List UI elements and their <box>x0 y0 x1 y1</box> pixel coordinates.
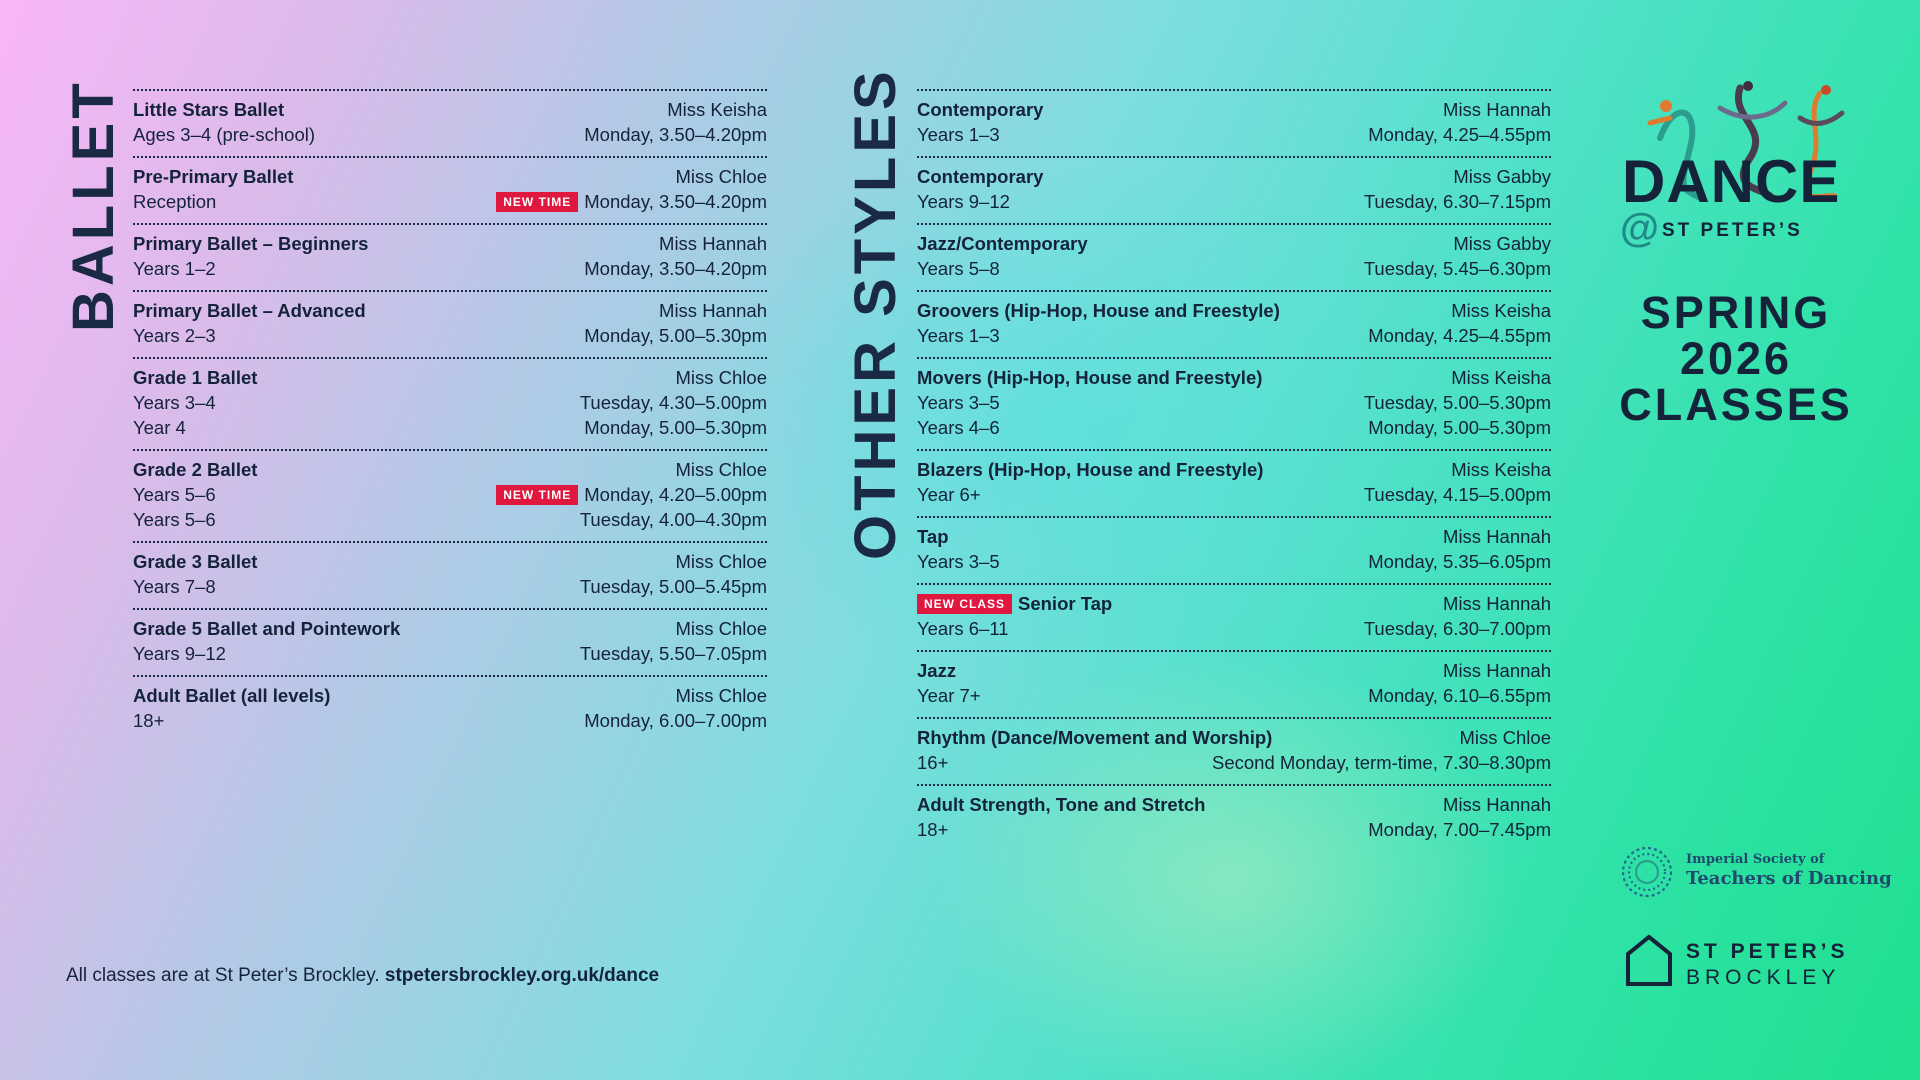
class-entry <box>917 290 1551 357</box>
session-time: Tuesday, 4.30–5.00pm <box>579 392 767 413</box>
session-time: Monday, 7.00–7.45pm <box>1368 819 1551 840</box>
session-time: Monday, 4.25–4.55pm <box>1368 325 1551 346</box>
class-name <box>133 616 400 641</box>
session-group: Years 5–6 <box>133 509 216 530</box>
class-header-row <box>133 298 767 323</box>
class-entry <box>917 717 1551 784</box>
class-name-text: Contemporary <box>917 166 1044 187</box>
session-time: Tuesday, 5.50–7.05pm <box>579 643 767 664</box>
class-entry <box>133 449 767 541</box>
class-header-row <box>917 792 1551 817</box>
class-teacher: Miss Keisha <box>667 99 767 120</box>
session-time: Tuesday, 4.15–5.00pm <box>1363 484 1551 505</box>
session-group: Years 3–5 <box>917 551 1000 572</box>
class-entry <box>917 516 1551 583</box>
class-header-row <box>133 231 767 256</box>
session-when <box>1368 549 1551 574</box>
session-when <box>580 507 767 532</box>
footer-text: All classes are at St Peter’s Brockley. <box>66 965 380 986</box>
class-teacher: Miss Hannah <box>1443 794 1551 815</box>
session-row <box>917 616 1551 641</box>
session-row <box>917 549 1551 574</box>
class-entry <box>133 223 767 290</box>
class-header-row <box>133 457 767 482</box>
class-entry <box>133 156 767 223</box>
session-row <box>917 482 1551 507</box>
class-name <box>917 97 1043 122</box>
session-row <box>917 390 1551 415</box>
session-when <box>1364 390 1551 415</box>
session-time: Monday, 3.50–4.20pm <box>584 124 767 145</box>
session-row <box>133 641 767 666</box>
session-when <box>1368 122 1551 147</box>
class-name <box>917 591 1112 616</box>
class-header-row <box>917 365 1551 390</box>
stp-line-2: BROCKLEY <box>1686 966 1841 989</box>
class-name <box>917 524 949 549</box>
st-peters-brockley-wordmark <box>1686 940 1849 990</box>
class-header-row <box>917 524 1551 549</box>
session-group: Years 9–12 <box>133 643 226 664</box>
session-group: Years 1–3 <box>917 124 1000 145</box>
class-entry <box>917 784 1551 851</box>
session-row <box>133 415 767 440</box>
class-name-text: Primary Ballet – Advanced <box>133 300 366 321</box>
class-name-text: Senior Tap <box>1018 593 1113 614</box>
new-class-badge: NEW CLASS <box>917 594 1012 614</box>
class-entry <box>917 357 1551 449</box>
class-header-row <box>917 298 1551 323</box>
other-styles-class-list <box>917 89 1551 851</box>
footer-link[interactable]: stpetersbrockley.org.uk/dance <box>384 965 660 986</box>
session-group: Years 4–6 <box>917 417 1000 438</box>
session-group: 16+ <box>917 752 949 773</box>
new-time-badge: NEW TIME <box>496 485 578 505</box>
session-group: 18+ <box>917 819 949 840</box>
session-when <box>496 482 767 507</box>
session-time: Monday, 6.10–6.55pm <box>1368 685 1551 706</box>
class-header-row <box>133 365 767 390</box>
session-when <box>1212 750 1551 775</box>
class-entry <box>133 89 767 156</box>
session-when <box>1364 189 1551 214</box>
class-name <box>133 365 257 390</box>
class-name-text: Little Stars Ballet <box>133 99 285 120</box>
class-teacher: Miss Chloe <box>675 551 767 572</box>
class-teacher: Miss Chloe <box>675 685 767 706</box>
session-row <box>133 323 767 348</box>
season-heading <box>1600 287 1872 430</box>
class-name-text: Grade 5 Ballet and Pointework <box>133 618 401 639</box>
session-group: Reception <box>133 191 217 212</box>
class-name <box>917 792 1205 817</box>
class-header-row <box>133 164 767 189</box>
logo-wordmark: DANCE <box>1622 148 1841 215</box>
class-entry <box>917 650 1551 717</box>
session-row <box>133 482 767 507</box>
class-header-row <box>917 658 1551 683</box>
class-teacher: Miss Hannah <box>1443 660 1551 681</box>
class-teacher: Miss Chloe <box>675 618 767 639</box>
season-line-3: CLASSES <box>1619 379 1853 430</box>
session-row <box>133 390 767 415</box>
class-header-row <box>917 725 1551 750</box>
session-when <box>580 641 767 666</box>
class-teacher: Miss Gabby <box>1453 233 1551 254</box>
session-time: Monday, 3.50–4.20pm <box>584 258 767 279</box>
class-name-text: Rhythm (Dance/Movement and Worship) <box>917 727 1273 748</box>
house-icon <box>1624 934 1674 986</box>
new-time-badge: NEW TIME <box>496 192 578 212</box>
class-header-row <box>917 164 1551 189</box>
class-name-text: Adult Strength, Tone and Stretch <box>917 794 1206 815</box>
session-when <box>580 390 767 415</box>
session-group: Years 2–3 <box>133 325 216 346</box>
session-time: Tuesday, 4.00–4.30pm <box>579 509 767 530</box>
class-entry <box>917 223 1551 290</box>
class-entry <box>917 583 1551 650</box>
class-name-text: Primary Ballet – Beginners <box>133 233 369 254</box>
session-group: Years 1–3 <box>917 325 1000 346</box>
class-entry <box>133 357 767 449</box>
class-name-text: Grade 3 Ballet <box>133 551 258 572</box>
session-group: Years 5–8 <box>917 258 1000 279</box>
session-group: Years 9–12 <box>917 191 1010 212</box>
stp-line-1: ST PETER’S <box>1686 940 1849 963</box>
class-header-row <box>917 591 1551 616</box>
class-name <box>133 164 293 189</box>
class-teacher: Miss Keisha <box>1451 367 1551 388</box>
class-teacher: Miss Gabby <box>1453 166 1551 187</box>
class-teacher: Miss Hannah <box>1443 593 1551 614</box>
class-header-row <box>133 683 767 708</box>
session-when <box>1368 817 1551 842</box>
class-name-text: Jazz <box>917 660 957 681</box>
class-teacher: Miss Chloe <box>1459 727 1551 748</box>
class-name <box>917 457 1263 482</box>
session-row <box>133 122 767 147</box>
other-styles-section-title: OTHER STYLES <box>843 67 908 560</box>
session-time: Tuesday, 5.45–6.30pm <box>1363 258 1551 279</box>
session-group: Years 1–2 <box>133 258 216 279</box>
class-teacher: Miss Keisha <box>1451 300 1551 321</box>
session-time: Monday, 6.00–7.00pm <box>584 710 767 731</box>
session-time: Monday, 3.50–4.20pm <box>584 191 767 212</box>
session-time: Tuesday, 5.00–5.30pm <box>1363 392 1551 413</box>
class-header-row <box>917 97 1551 122</box>
class-name <box>917 164 1043 189</box>
session-when <box>1364 256 1551 281</box>
class-name-text: Pre-Primary Ballet <box>133 166 294 187</box>
session-when <box>496 189 767 214</box>
class-teacher: Miss Hannah <box>1443 526 1551 547</box>
session-group: Years 3–5 <box>917 392 1000 413</box>
class-name <box>133 549 257 574</box>
session-group: Ages 3–4 (pre-school) <box>133 124 316 145</box>
session-group: Year 7+ <box>917 685 981 706</box>
class-name <box>133 231 368 256</box>
class-teacher: Miss Chloe <box>675 459 767 480</box>
session-row <box>917 750 1551 775</box>
session-when <box>1368 415 1551 440</box>
istd-line-2: Teachers of Dancing <box>1686 868 1892 889</box>
session-when <box>1368 683 1551 708</box>
class-name <box>917 365 1262 390</box>
session-when <box>1364 482 1551 507</box>
session-row <box>917 122 1551 147</box>
session-group: Years 5–6 <box>133 484 216 505</box>
class-name <box>917 298 1280 323</box>
class-header-row <box>917 231 1551 256</box>
class-teacher: Miss Keisha <box>1451 459 1551 480</box>
session-row <box>917 683 1551 708</box>
class-name-text: Grade 2 Ballet <box>133 459 258 480</box>
session-when <box>584 122 767 147</box>
session-group: Year 4 <box>133 417 186 438</box>
logo-subtitle: ST PETER’S <box>1662 220 1803 241</box>
session-when <box>1364 616 1551 641</box>
session-row <box>917 256 1551 281</box>
class-name-text: Contemporary <box>917 99 1044 120</box>
session-time: Monday, 4.25–4.55pm <box>1368 124 1551 145</box>
session-row <box>133 256 767 281</box>
class-header-row <box>917 457 1551 482</box>
class-name <box>133 457 257 482</box>
season-line-2: 2026 <box>1679 333 1793 384</box>
session-time: Monday, 4.20–5.00pm <box>584 484 767 505</box>
session-when <box>1368 323 1551 348</box>
class-name <box>917 231 1088 256</box>
session-time: Tuesday, 5.00–5.45pm <box>579 576 767 597</box>
session-row <box>917 323 1551 348</box>
class-name <box>917 725 1272 750</box>
session-group: Years 7–8 <box>133 576 216 597</box>
class-header-row <box>133 97 767 122</box>
footer-note <box>66 965 659 987</box>
session-when <box>584 708 767 733</box>
session-group: Years 3–4 <box>133 392 216 413</box>
session-time: Monday, 5.00–5.30pm <box>584 325 767 346</box>
class-name <box>133 298 366 323</box>
class-teacher: Miss Chloe <box>675 367 767 388</box>
session-time: Monday, 5.00–5.30pm <box>584 417 767 438</box>
class-name-text: Groovers (Hip-Hop, House and Freestyle) <box>917 300 1280 321</box>
class-name-text: Tap <box>917 526 949 547</box>
session-row <box>917 415 1551 440</box>
class-header-row <box>133 616 767 641</box>
session-when <box>580 574 767 599</box>
session-row <box>133 708 767 733</box>
ballet-section-title: BALLET <box>61 79 126 332</box>
session-group: Year 6+ <box>917 484 981 505</box>
class-teacher: Miss Hannah <box>659 300 767 321</box>
class-name <box>133 97 284 122</box>
session-row <box>133 507 767 532</box>
session-row <box>133 189 767 214</box>
class-teacher: Miss Hannah <box>1443 99 1551 120</box>
ballet-class-list <box>133 89 767 742</box>
session-row <box>917 189 1551 214</box>
class-name-text: Blazers (Hip-Hop, House and Freestyle) <box>917 459 1264 480</box>
class-teacher: Miss Chloe <box>675 166 767 187</box>
class-name-text: Grade 1 Ballet <box>133 367 258 388</box>
class-name <box>917 658 956 683</box>
class-entry <box>133 541 767 608</box>
istd-logo-icon <box>1617 842 1677 902</box>
istd-line-1: Imperial Society of <box>1686 852 1825 867</box>
class-name-text: Adult Ballet (all levels) <box>133 685 331 706</box>
session-row <box>917 817 1551 842</box>
session-time: Monday, 5.35–6.05pm <box>1368 551 1551 572</box>
session-time: Tuesday, 6.30–7.15pm <box>1363 191 1551 212</box>
class-name-text: Movers (Hip-Hop, House and Freestyle) <box>917 367 1263 388</box>
season-line-1: SPRING <box>1640 287 1832 338</box>
istd-wordmark <box>1686 852 1892 889</box>
session-time: Monday, 5.00–5.30pm <box>1368 417 1551 438</box>
session-time: Second Monday, term-time, 7.30–8.30pm <box>1212 752 1551 773</box>
class-entry <box>133 290 767 357</box>
class-header-row <box>133 549 767 574</box>
class-name-text: Jazz/Contemporary <box>917 233 1088 254</box>
session-when <box>584 415 767 440</box>
session-when <box>584 323 767 348</box>
class-name <box>133 683 330 708</box>
class-entry <box>133 608 767 675</box>
class-entry <box>133 675 767 742</box>
session-when <box>584 256 767 281</box>
session-group: 18+ <box>133 710 165 731</box>
session-group: Years 6–11 <box>917 618 1009 639</box>
session-time: Tuesday, 6.30–7.00pm <box>1363 618 1551 639</box>
session-row <box>133 574 767 599</box>
logo-at-symbol: @ <box>1620 206 1660 250</box>
class-entry <box>917 156 1551 223</box>
class-entry <box>917 89 1551 156</box>
class-teacher: Miss Hannah <box>659 233 767 254</box>
class-entry <box>917 449 1551 516</box>
